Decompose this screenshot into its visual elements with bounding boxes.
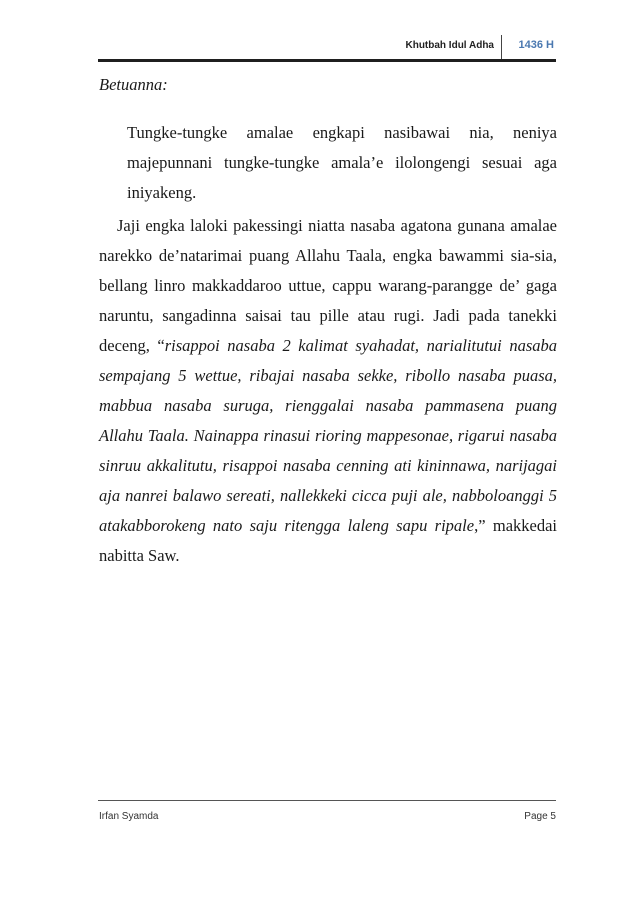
header-year: 1436 H (518, 39, 554, 51)
section-heading: Betuanna: (99, 75, 168, 94)
paragraph-2-outro: ,” makkedai nabitta Saw. (99, 516, 557, 565)
footer-page-number: Page 5 (524, 811, 556, 822)
paragraph-2-intro: Jaji engka laloki pakessingi niatta nasaba agatona gunana amalae narekko de’natarimai puang Allahu Taala, engka bawammi sia-sia, bellang linro makkaddaroo uttue, cappu warang-parangge de’ gaga naruntu, sangadinna saisai tau pille atau rugi. Jadi pada tanekki deceng, “ (99, 216, 557, 355)
page-header (98, 31, 556, 62)
footer-author: Irfan Syamda (99, 811, 159, 822)
header-divider (501, 35, 503, 59)
page-footer (98, 800, 556, 823)
paragraph-1: Tungke-tungke amalae engkapi nasibawai nia, neniya majepunnani tungke-tungke amala’e ilolongengi sesuai aga iniyakeng. (127, 123, 557, 202)
body-content (99, 118, 557, 571)
header-title: Khutbah Idul Adha (405, 40, 494, 51)
paragraph-2 (99, 211, 557, 571)
paragraph-2-quote: risappoi nasaba 2 kalimat syahadat, narialitutui nasaba sempajang 5 wettue, ribajai nasaba sekke, ribollo nasaba puasa, mabbua nasaba suruga, rienggalai nasaba pammasena puang Allahu Taala. Nainappa rinasui rioring mappesonae, rigarui nasaba sinruu akkalitutu, risappoi nasaba cenning ati kininnawa, narijagai aja nanrei balawo sereati, nallekkeki cicca puji ale, nabboloanggi 5 atakabborokeng nato saju ritengga laleng sapu ripale (99, 336, 557, 535)
